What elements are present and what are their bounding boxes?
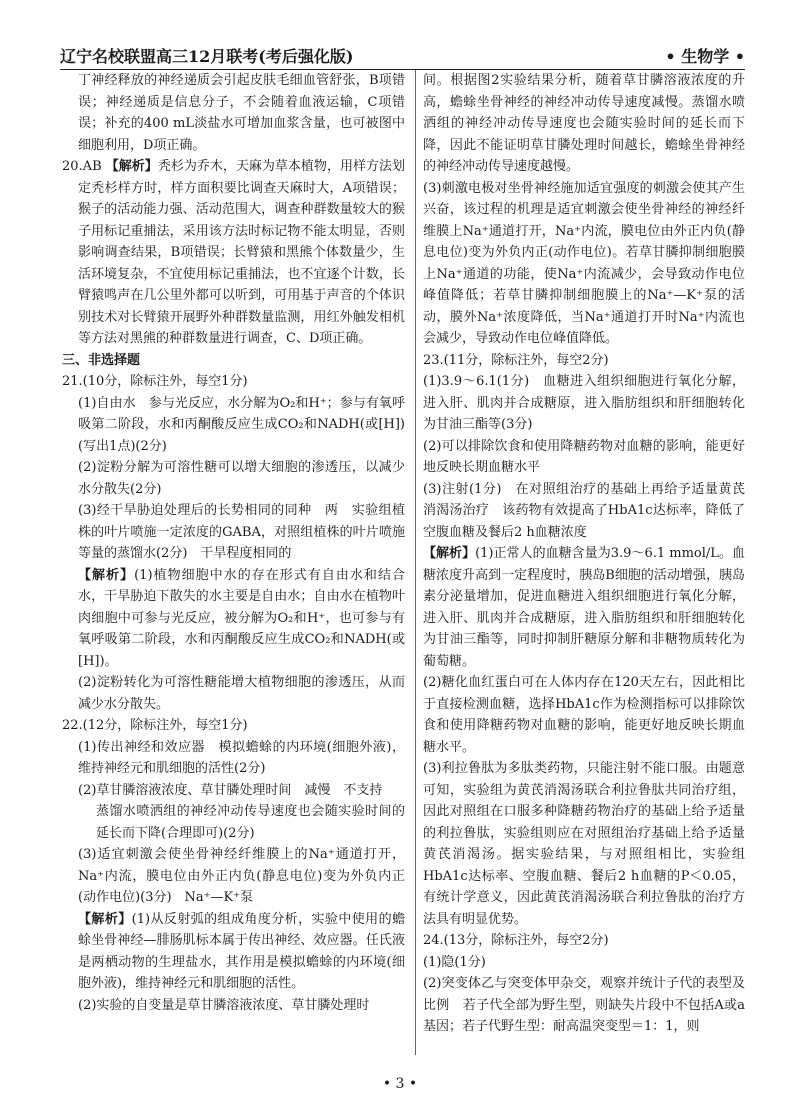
q23-answer-2: (2)可以排除饮食和使用降糖药物对血糖的影响，能更好地反映长期血糖水平 bbox=[423, 438, 745, 475]
q22-answer-3: (3)适宜刺激会使坐骨神经纤维膜上的Na⁺通道打开，Na⁺内流，膜电位由外正内负(静息电位)变为外负内正(动作电位)(3分) Na⁺—K⁺泵 bbox=[78, 847, 405, 905]
analysis-label: 【解析】 bbox=[105, 159, 158, 174]
q22-analysis-2-cont: 间。根据图2实验结果分析，随着草甘膦溶液浓度的升高，蟾蜍坐骨神经的神经冲动传导速度减慢。蒸馏水喷洒组的神经冲动传导速度也会随实验时间的延长而下降，因此不能证明草甘膦处理时间越长，蟾蜍坐骨神经的神经冲动传导速度越慢。 bbox=[423, 73, 745, 174]
q23-heading: 23.(11分，除标注外，每空2分) bbox=[423, 352, 609, 368]
section-heading: 三、非选择题 bbox=[62, 352, 141, 368]
q24-answer-2: (2)突变体乙与突变体甲杂交，观察并统计子代的表型及比例 若子代全部为野生型，则缺失片段中不包括A或a基因；若子代野生型：耐高温突变型＝1：1，则 bbox=[423, 976, 745, 1034]
q23-answer-1: (1)3.9～6.1(1分) 血糖进入组织细胞进行氧化分解，进入肝、肌肉并合成糖原，进入脂肪组织和肝细胞转化为甘油三酯等(3分) bbox=[423, 374, 745, 432]
page-header bbox=[60, 44, 745, 70]
q22-analysis-1: 【解析】(1)从反射弧的组成角度分析，实验中使用的蟾蜍坐骨神经—腓肠肌标本属于传出神经、效应器。任氏液是两栖动物的生理盐水，其作用是模拟蟾蜍的内环境(细胞外液)，维持神经元和肌细胞的活性。 bbox=[78, 911, 405, 991]
page-number: • 3 • bbox=[382, 1076, 418, 1092]
q20-answer bbox=[62, 156, 405, 350]
q24-answer-1: (1)隐(1分) bbox=[423, 954, 486, 970]
q21-answer-1: (1)自由水 参与光反应，水分解为O₂和H⁺；参与有氧呼吸第二阶段，水和丙酮酸反应生成CO₂和NADH(或[H])(写出1点)(2分) bbox=[78, 395, 405, 454]
exam-title: 辽宁名校联盟高三12月联考(考后强化版) bbox=[60, 47, 354, 66]
q21-heading: 21.(10分，除标注外，每空1分) bbox=[62, 374, 248, 389]
q22-answer-1: (1)传出神经和效应器 模拟蟾蜍的内环境(细胞外液)，维持神经元和肌细胞的活性(2分) bbox=[78, 739, 405, 776]
analysis-label: 【解析】 bbox=[78, 911, 132, 927]
q22-analysis-3: (3)刺激电极对坐骨神经施加适宜强度的刺激会使其产生兴奋，该过程的机理是适宜刺激会使坐骨神经的神经纤维膜上Na⁺通道打开，Na⁺内流，膜电位由外正内负(静息电位)变为外负内正(动作电位)。若草甘膦抑制细胞膜上Na⁺通道的功能，使Na⁺内流减少，会导致动作电位峰值降低；若草甘膦抑制细胞膜上的Na⁺—K⁺泵的活动，膜外Na⁺浓度降低，当Na⁺通道打开时Na⁺内流也会减少，导致动作电位峰值降低。 bbox=[423, 180, 745, 346]
q21-answer-2: (2)淀粉分解为可溶性糖可以增大细胞的渗透压，以减少水分散失(2分) bbox=[78, 460, 405, 497]
q20-analysis: 秃杉为乔木，天麻为草本植物，用样方法划定秃杉样方时，样方面积要比调查天麻时大，A项错误；猴子的活动能力强、活动范围大，调查种群数量较大的猴子用标记重捕法，采用该方法时标记物不能太明显，否则影响调查结果，B项错误；长臂猿和黑熊个体数量少，生活环境复杂，不宜使用标记重捕法，也不宜逐个计数，长臂猿鸣声在几公里外都可以听到，可用基于声音的个体识别技术对长臂猿开展野外种群数量监测，用红外触发相机等方法对黑熊的种群数量进行调查，C、D项正确。 bbox=[78, 159, 405, 346]
q21-analysis-1: 【解析】(1)植物细胞中水的存在形式有自由水和结合水，干旱胁迫下散失的水主要是自由水；自由水在植物叶肉细胞中可参与光反应，被分解为O₂和H⁺，也可参与有氧呼吸第二阶段，水和丙酮酸反应生成CO₂和NADH(或[H])。 bbox=[78, 567, 405, 669]
q22-analysis-2: (2)实验的自变量是草甘膦溶液浓度、草甘膦处理时 bbox=[78, 997, 370, 1013]
q19-continuation: 丁神经释放的神经递质会引起皮肤毛细血管舒张，B项错误；神经递质是信息分子，不会随着血液运输，C项错误；补充的400 mL淡盐水可增加血浆含量，也可被图中细胞利用，D项正确。 bbox=[78, 73, 405, 153]
left-column bbox=[62, 70, 405, 1016]
q23-analysis-1: 【解析】(1)正常人的血糖含量为3.9～6.1 mmol/L。血糖浓度升高到一定程度时，胰岛B细胞的活动增强，胰岛素分泌量增加，促进血糖进入组织细胞进行氧化分解，进入肝、肌肉并合成糖原，进入脂肪组织和肝细胞转化为甘油三酯等，同时抑制肝糖原分解和非糖物质转化为葡萄糖。 bbox=[423, 546, 745, 669]
q23-answer-3: (3)注射(1分) 在对照组治疗的基础上再给予适量黄芪消渴汤治疗 该药物有效提高了HbA1c达标率，降低了空腹血糖及餐后2 h血糖浓度 bbox=[423, 481, 745, 540]
q21-analysis-2: (2)淀粉转化为可溶性糖能增大植物细胞的渗透压，从而减少水分散失。 bbox=[78, 675, 405, 712]
analysis-label: 【解析】 bbox=[423, 546, 476, 561]
analysis-label: 【解析】 bbox=[78, 567, 135, 583]
q21-answer-3: (3)经干旱胁迫处理后的长势相同的同种 两 实验组植株的叶片喷施一定浓度的GABA，对照组植株的叶片喷施等量的蒸馏水(2分) 干旱程度相同的 bbox=[78, 503, 405, 561]
q22-heading: 22.(12分，除标注外，每空1分) bbox=[62, 718, 248, 733]
q22-answer-2: (2)草甘膦溶液浓度、草甘膦处理时间 减慢 不支持 bbox=[78, 782, 383, 798]
q24-heading: 24.(13分，除标注外，每空2分) bbox=[423, 933, 609, 948]
subject-label: • 生物学 • bbox=[665, 47, 745, 66]
q23-analysis-2: (2)糖化血红蛋白可在人体内存在120天左右，因此相比于直接检测血糖，选择HbA1c作为检测指标可以排除饮食和使用降糖药物对血糖的影响，能更好地反映长期血糖水平。 bbox=[423, 675, 745, 755]
q20-number: 20.AB bbox=[62, 159, 102, 174]
q22-answer-2-cont: 蒸馏水喷洒组的神经冲动传导速度也会随实验时间的延长而下降(合理即可)(2分) bbox=[96, 804, 405, 841]
q23-analysis-3: (3)利拉鲁肽为多肽类药物，只能注射不能口服。由题意可知，实验组为黄芪消渴汤联合利拉鲁肽共同治疗组，因此对照组在口服多种降糖药物治疗的基础上给予适量的利拉鲁肽，实验组则应在对照组治疗基础上给予适量黄芪消渴汤。据实验结果，与对照组相比，实验组HbA1c达标率、空腹血糖、餐后2 h血糖的P＜0.05，有统计学意义，因此黄芪消渴汤联合利拉鲁肽的治疗方法具有明显优势。 bbox=[423, 761, 745, 927]
column-divider bbox=[415, 70, 416, 1055]
right-column bbox=[423, 70, 745, 1038]
